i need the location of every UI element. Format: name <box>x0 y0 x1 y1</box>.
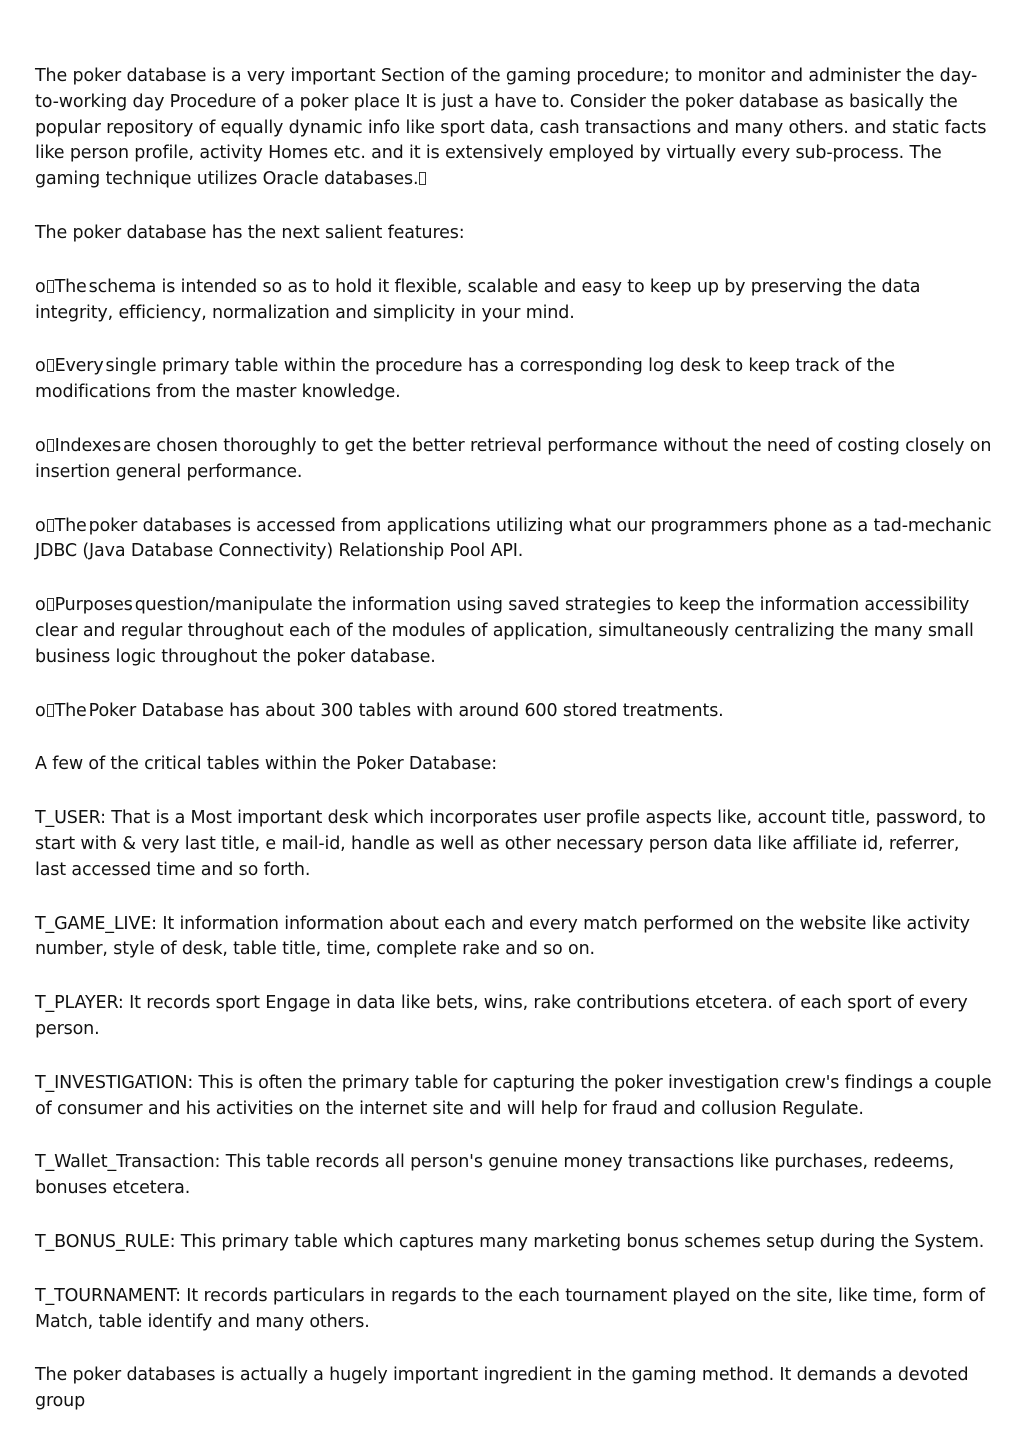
missing-glyph-box <box>47 519 54 532</box>
paragraph-text: T_GAME_LIVE: It information information about each and every match performed on the website like activity number, style of desk, table title, time, complete rake and so on. <box>35 913 970 960</box>
missing-glyph-box <box>419 172 426 185</box>
bullet-lead-word: Purposes <box>54 595 133 616</box>
paragraph-t-bonus-rule <box>35 1230 993 1256</box>
bullet-text: single primary table within the procedure has a corresponding log desk to keep track of the modifications from the master knowledge. <box>35 356 895 403</box>
missing-glyph-box <box>47 704 54 717</box>
bullet-lead-word: Every <box>54 356 104 377</box>
missing-glyph-box <box>47 359 54 372</box>
bullet-lead-word: The <box>54 276 87 297</box>
bullet-text: poker databases is accessed from applications utilizing what our programmers phone as a tad-mechanic JDBC (Java Database Connectivity) Relationship Pool API. <box>35 515 992 562</box>
paragraph-tables-heading <box>35 752 993 778</box>
document-body <box>35 64 993 1443</box>
bullet-marker: o <box>35 356 46 377</box>
bullet-text: are chosen thoroughly to get the better retrieval performance without the need of costing closely on insertion general performance. <box>35 435 992 482</box>
bullet-marker: o <box>35 700 46 721</box>
paragraph-text: The poker database has the next salient features: <box>35 222 465 243</box>
bullet-text: Poker Database has about 300 tables with around 600 stored treatments. <box>88 700 724 721</box>
paragraph-t-player <box>35 991 993 1043</box>
missing-glyph-box <box>47 598 54 611</box>
paragraph-features-heading <box>35 221 993 247</box>
bullet-marker: o <box>35 276 46 297</box>
paragraph-text: The poker database is a very important Section of the gaming procedure; to monitor and administer the day-to-working day Procedure of a poker place It is just a have to. Consider the poker database as basically the popular repository of equally dynamic info like sport data, cash transactions and many others. and static facts like person profile, activity Homes etc. and it is extensively employed by virtually every sub-process. The gaming technique utilizes Oracle databases. <box>35 66 987 190</box>
paragraph-text: The poker databases is actually a hugely important ingredient in the gaming method. It demands a devoted group <box>35 1365 969 1412</box>
bullet-item <box>35 434 993 486</box>
bullet-lead-word: The <box>54 700 87 721</box>
paragraph-text: T_USER: That is a Most important desk which incorporates user profile aspects like, account title, password, to start with & very last title, e mail-id, handle as well as other necessary person data like affiliate id, referrer, last accessed time and so forth. <box>35 808 986 880</box>
paragraph-text: T_PLAYER: It records sport Engage in data like bets, wins, rake contributions etcetera. of each sport of every person. <box>35 993 968 1039</box>
bullet-item <box>35 354 993 406</box>
bullet-item <box>35 275 993 327</box>
missing-glyph-box <box>47 280 54 293</box>
paragraph-closing <box>35 1363 993 1415</box>
paragraph-text: A few of the critical tables within the Poker Database: <box>35 754 497 775</box>
bullet-marker: o <box>35 595 46 616</box>
bullet-marker: o <box>35 515 46 536</box>
bullet-item <box>35 699 993 725</box>
bullet-text: schema is intended so as to hold it flexible, scalable and easy to keep up by preserving the data integrity, efficiency, normalization and simplicity in your mind. <box>35 276 921 323</box>
bullet-item <box>35 593 993 670</box>
paragraph-t-user <box>35 806 993 883</box>
paragraph-intro <box>35 64 993 193</box>
paragraph-text: T_INVESTIGATION: This is often the primary table for capturing the poker investigation crew's findings a couple of consumer and his activities on the internet site and will help for fraud and collusion Regulate. <box>35 1072 992 1119</box>
paragraph-t-tournament <box>35 1284 993 1336</box>
paragraph-t-game-live <box>35 912 993 964</box>
paragraph-t-investigation <box>35 1071 993 1123</box>
paragraph-t-wallet-transaction <box>35 1150 993 1202</box>
paragraph-text: T_Wallet_Transaction: This table records all person's genuine money transactions like purchases, redeems, bonuses etcetera. <box>35 1152 955 1199</box>
bullet-marker: o <box>35 435 46 456</box>
bullet-lead-word: Indexes <box>54 435 122 456</box>
missing-glyph-box <box>47 439 54 452</box>
bullet-lead-word: The <box>54 515 87 536</box>
bullet-item <box>35 514 993 566</box>
paragraph-text: T_BONUS_RULE: This primary table which captures many marketing bonus schemes setup during the System. <box>35 1231 985 1252</box>
bullet-text: question/manipulate the information using saved strategies to keep the information accessibility clear and regular throughout each of the modules of application, simultaneously centralizing the many small business logic throughout the poker database. <box>35 595 974 667</box>
paragraph-text: T_TOURNAMENT: It records particulars in regards to the each tournament played on the site, like time, form of Match, table identify and many others. <box>35 1285 985 1332</box>
